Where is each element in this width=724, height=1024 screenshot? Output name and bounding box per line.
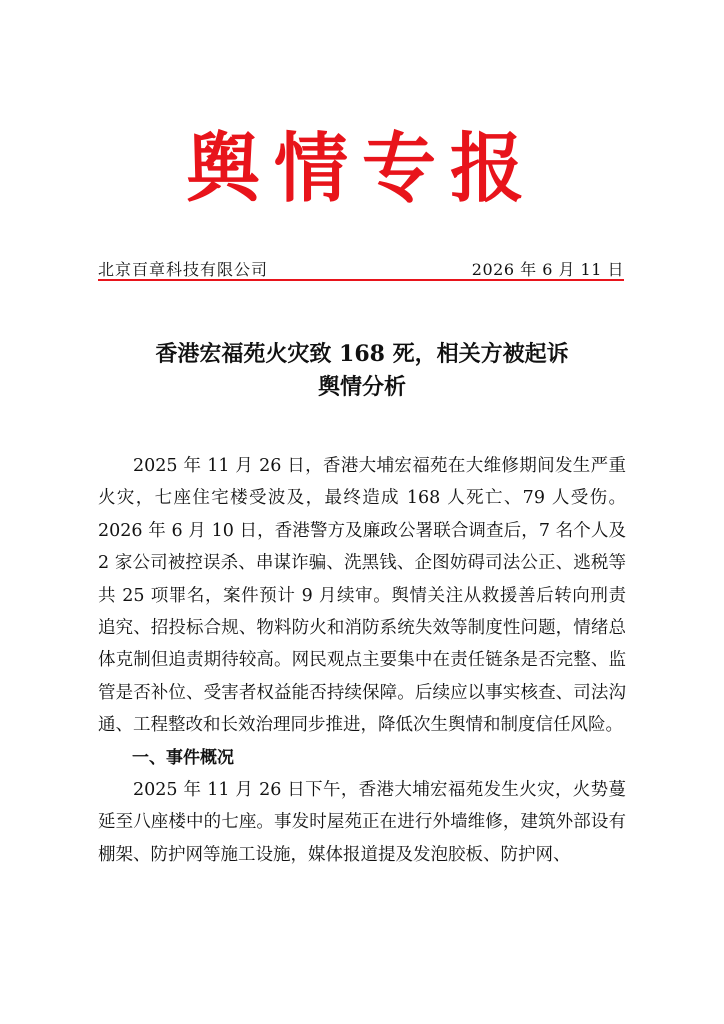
section-paragraph: 2025 年 11 月 26 日下午，香港大埔宏福苑发生火灾，火势蔓延至八座楼中的七座。事发时屋苑正在进行外墙维修，建筑外部设有棚架、防护网等施工设施，媒体报道提及发泡胶板、防护网、: [98, 780, 626, 865]
masthead-title: 舆情专报: [186, 125, 538, 213]
document-title: [0, 338, 724, 404]
organization-name: 北京百章科技有限公司: [98, 260, 269, 279]
document-body: [98, 450, 626, 871]
report-date: 2026 年 6 月 11 日: [471, 260, 624, 279]
header-info-row: [98, 254, 624, 280]
red-divider: [98, 279, 624, 281]
title-line-2: 舆情分析: [317, 374, 406, 400]
title-line-1: 香港宏福苑火灾致 168 死，相关方被起诉: [155, 341, 569, 367]
summary-paragraph: 2025 年 11 月 26 日，香港大埔宏福苑在大维修期间发生严重火灾，七座住宅楼受波及，最终造成 168 人死亡、79 人受伤。2026 年 6 月 10 日，香港警方及廉政公署联合调查后，7 名个人及 2 家公司被控误杀、串谋诈骗、洗黑钱、企图妨碍司法公正、逃税等共 25 项罪名，案件预计 9 月续审。舆情关注从救援善后转向刑责追究、招投标合规、物料防火和消防系统失效等制度性问题，情绪总体克制但追责期待较高。网民观点主要集中在责任链条是否完整、监管是否补位、受害者权益能否持续保障。后续应以事实核查、司法沟通、工程整改和长效治理同步推进，降低次生舆情和制度信任风险。: [98, 456, 626, 736]
section-heading: 一、事件概况: [132, 747, 234, 768]
